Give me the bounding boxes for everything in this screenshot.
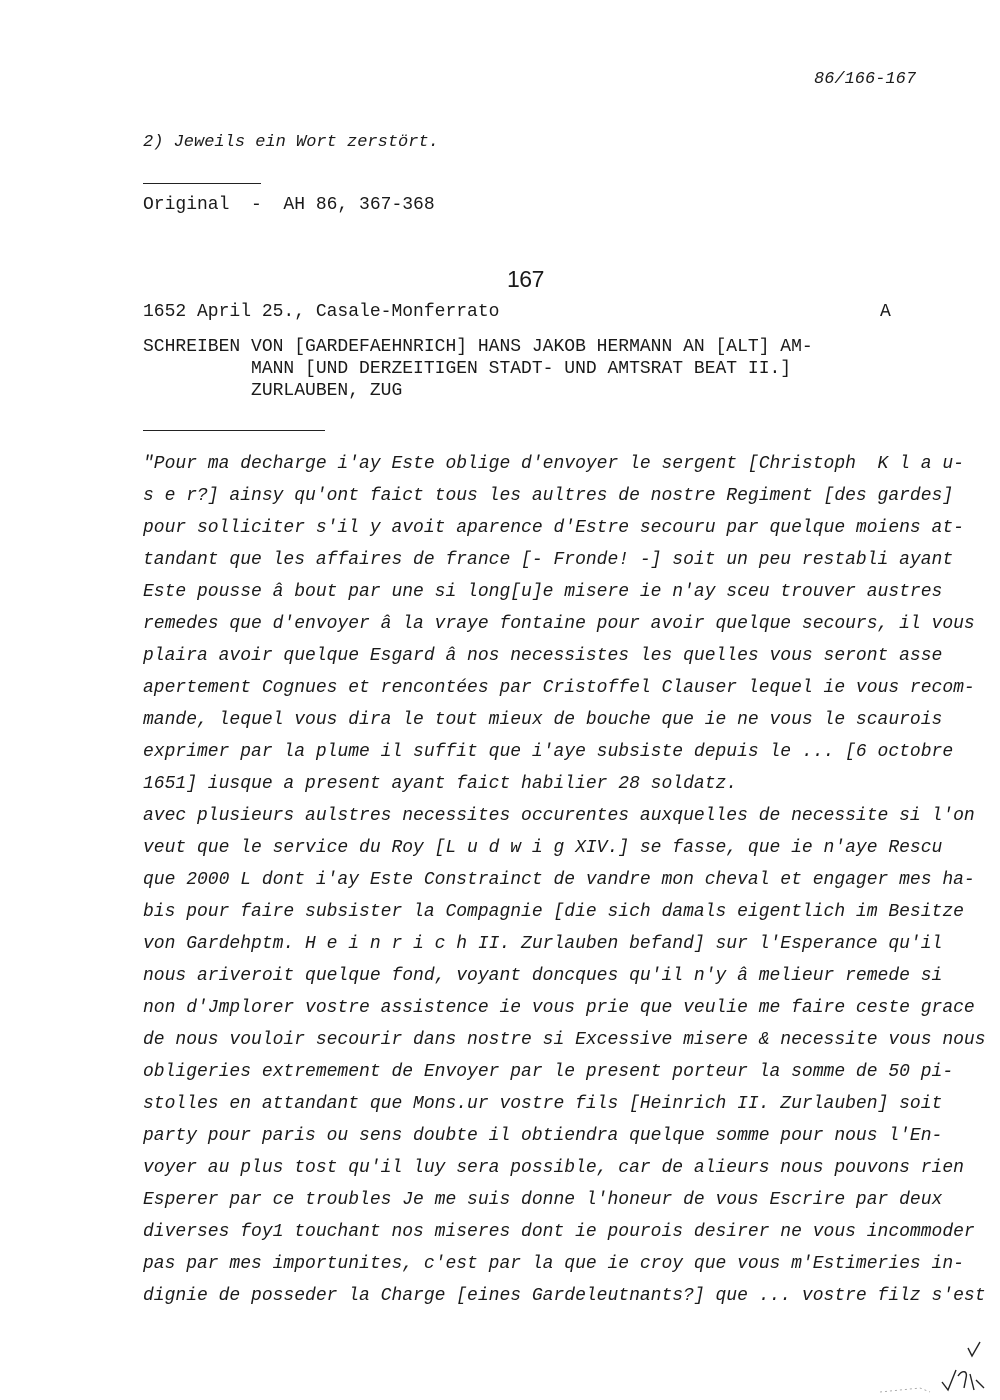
body-line: Esperer par ce troubles Je me suis donne l'honeur de vous Escrire par deux: [143, 1190, 943, 1210]
document-category: A: [880, 302, 891, 322]
body-line: obligeries extremement de Envoyer par le present porteur la somme de 50 pi-: [143, 1062, 954, 1082]
body-line: que 2000 L dont i'ay Este Constrainct de vandre mon cheval et engager mes ha-: [143, 870, 975, 890]
body-line: pas par mes importunites, c'est par la que ie croy que vous m'Estimeries in-: [143, 1254, 964, 1274]
body-line: stolles en attandant que Mons.ur vostre fils [Heinrich II. Zurlauben] soit: [143, 1094, 943, 1114]
footnote-divider: [143, 183, 261, 184]
body-line: apertement Cognues et rencontées par Cristoffel Clauser lequel ie vous recom-: [143, 678, 975, 698]
body-line: s e r?] ainsy qu'ont faict tous les aultres de nostre Regiment [des gardes]: [143, 486, 954, 506]
body-line: diverses foy1 touchant nos miseres dont ie pourois desirer ne vous incommoder: [143, 1222, 975, 1242]
document-number: 167: [507, 266, 544, 292]
body-line: tandant que les affaires de france [- Fronde! -] soit un peu restabli ayant: [143, 550, 954, 570]
footnote: 2) Jeweils ein Wort zerstört.: [143, 133, 439, 152]
body-line: 1651] iusque a present ayant faict habilier 28 soldatz.: [143, 774, 738, 794]
body-line: exprimer par la plume il suffit que i'aye subsiste depuis le ... [6 octobre: [143, 742, 954, 762]
body-line: veut que le service du Roy [L u d w i g XIV.] se fasse, que ie n'aye Rescu: [143, 838, 943, 858]
title-divider: [143, 430, 325, 431]
handwritten-mark-icon: [880, 1340, 990, 1395]
body-line: von Gardehptm. H e i n r i c h II. Zurlauben befand] sur l'Esperance qu'il: [143, 934, 943, 954]
body-line: bis pour faire subsister la Compagnie [die sich damals eigentlich im Besitze: [143, 902, 964, 922]
body-line: plaira avoir quelque Esgard â nos necessistes les quelles vous seront asse: [143, 646, 943, 666]
original-source-line: Original - AH 86, 367-368: [143, 195, 435, 215]
body-line: remedes que d'envoyer â la vraye fontaine pour avoir quelque secours, il vous: [143, 614, 975, 634]
body-line: dignie de posseder la Charge [eines Gardeleutnants?] que ... vostre filz s'est: [143, 1286, 986, 1306]
title-line: ZURLAUBEN, ZUG: [143, 381, 403, 401]
body-line: voyer au plus tost qu'il luy sera possible, car de alieurs nous pouvons rien: [143, 1158, 964, 1178]
archive-reference: 86/166-167: [814, 70, 917, 89]
body-line: party pour paris ou sens doubte il obtiendra quelque somme pour nous l'En-: [143, 1126, 943, 1146]
body-line: de nous vouloir secourir dans nostre si Excessive misere & necessite vous nous: [143, 1030, 986, 1050]
document-dateline: 1652 April 25., Casale-Monferrato: [143, 302, 500, 322]
title-line: MANN [UND DERZEITIGEN STADT- UND AMTSRAT BEAT II.]: [143, 359, 792, 379]
body-line: non d'Jmplorer vostre assistence ie vous prie que veulie me faire ceste grace: [143, 998, 975, 1018]
body-line: mande, lequel vous dira le tout mieux de bouche que ie ne vous le scaurois: [143, 710, 943, 730]
body-line: Este pousse â bout par une si long[u]e misere ie n'ay sceu trouver austres: [143, 582, 943, 602]
title-line: SCHREIBEN VON [GARDEFAEHNRICH] HANS JAKOB HERMANN AN [ALT] AM-: [143, 337, 813, 357]
body-line: "Pour ma decharge i'ay Este oblige d'envoyer le sergent [Christoph K l a u-: [143, 454, 964, 474]
body-line: avec plusieurs aulstres necessites occurentes auxquelles de necessite si l'on: [143, 806, 975, 826]
body-line: pour solliciter s'il y avoit aparence d'Estre secouru par quelque moiens at-: [143, 518, 964, 538]
body-line: nous ariveroit quelque fond, voyant doncques qu'il n'y â melieur remede si: [143, 966, 943, 986]
